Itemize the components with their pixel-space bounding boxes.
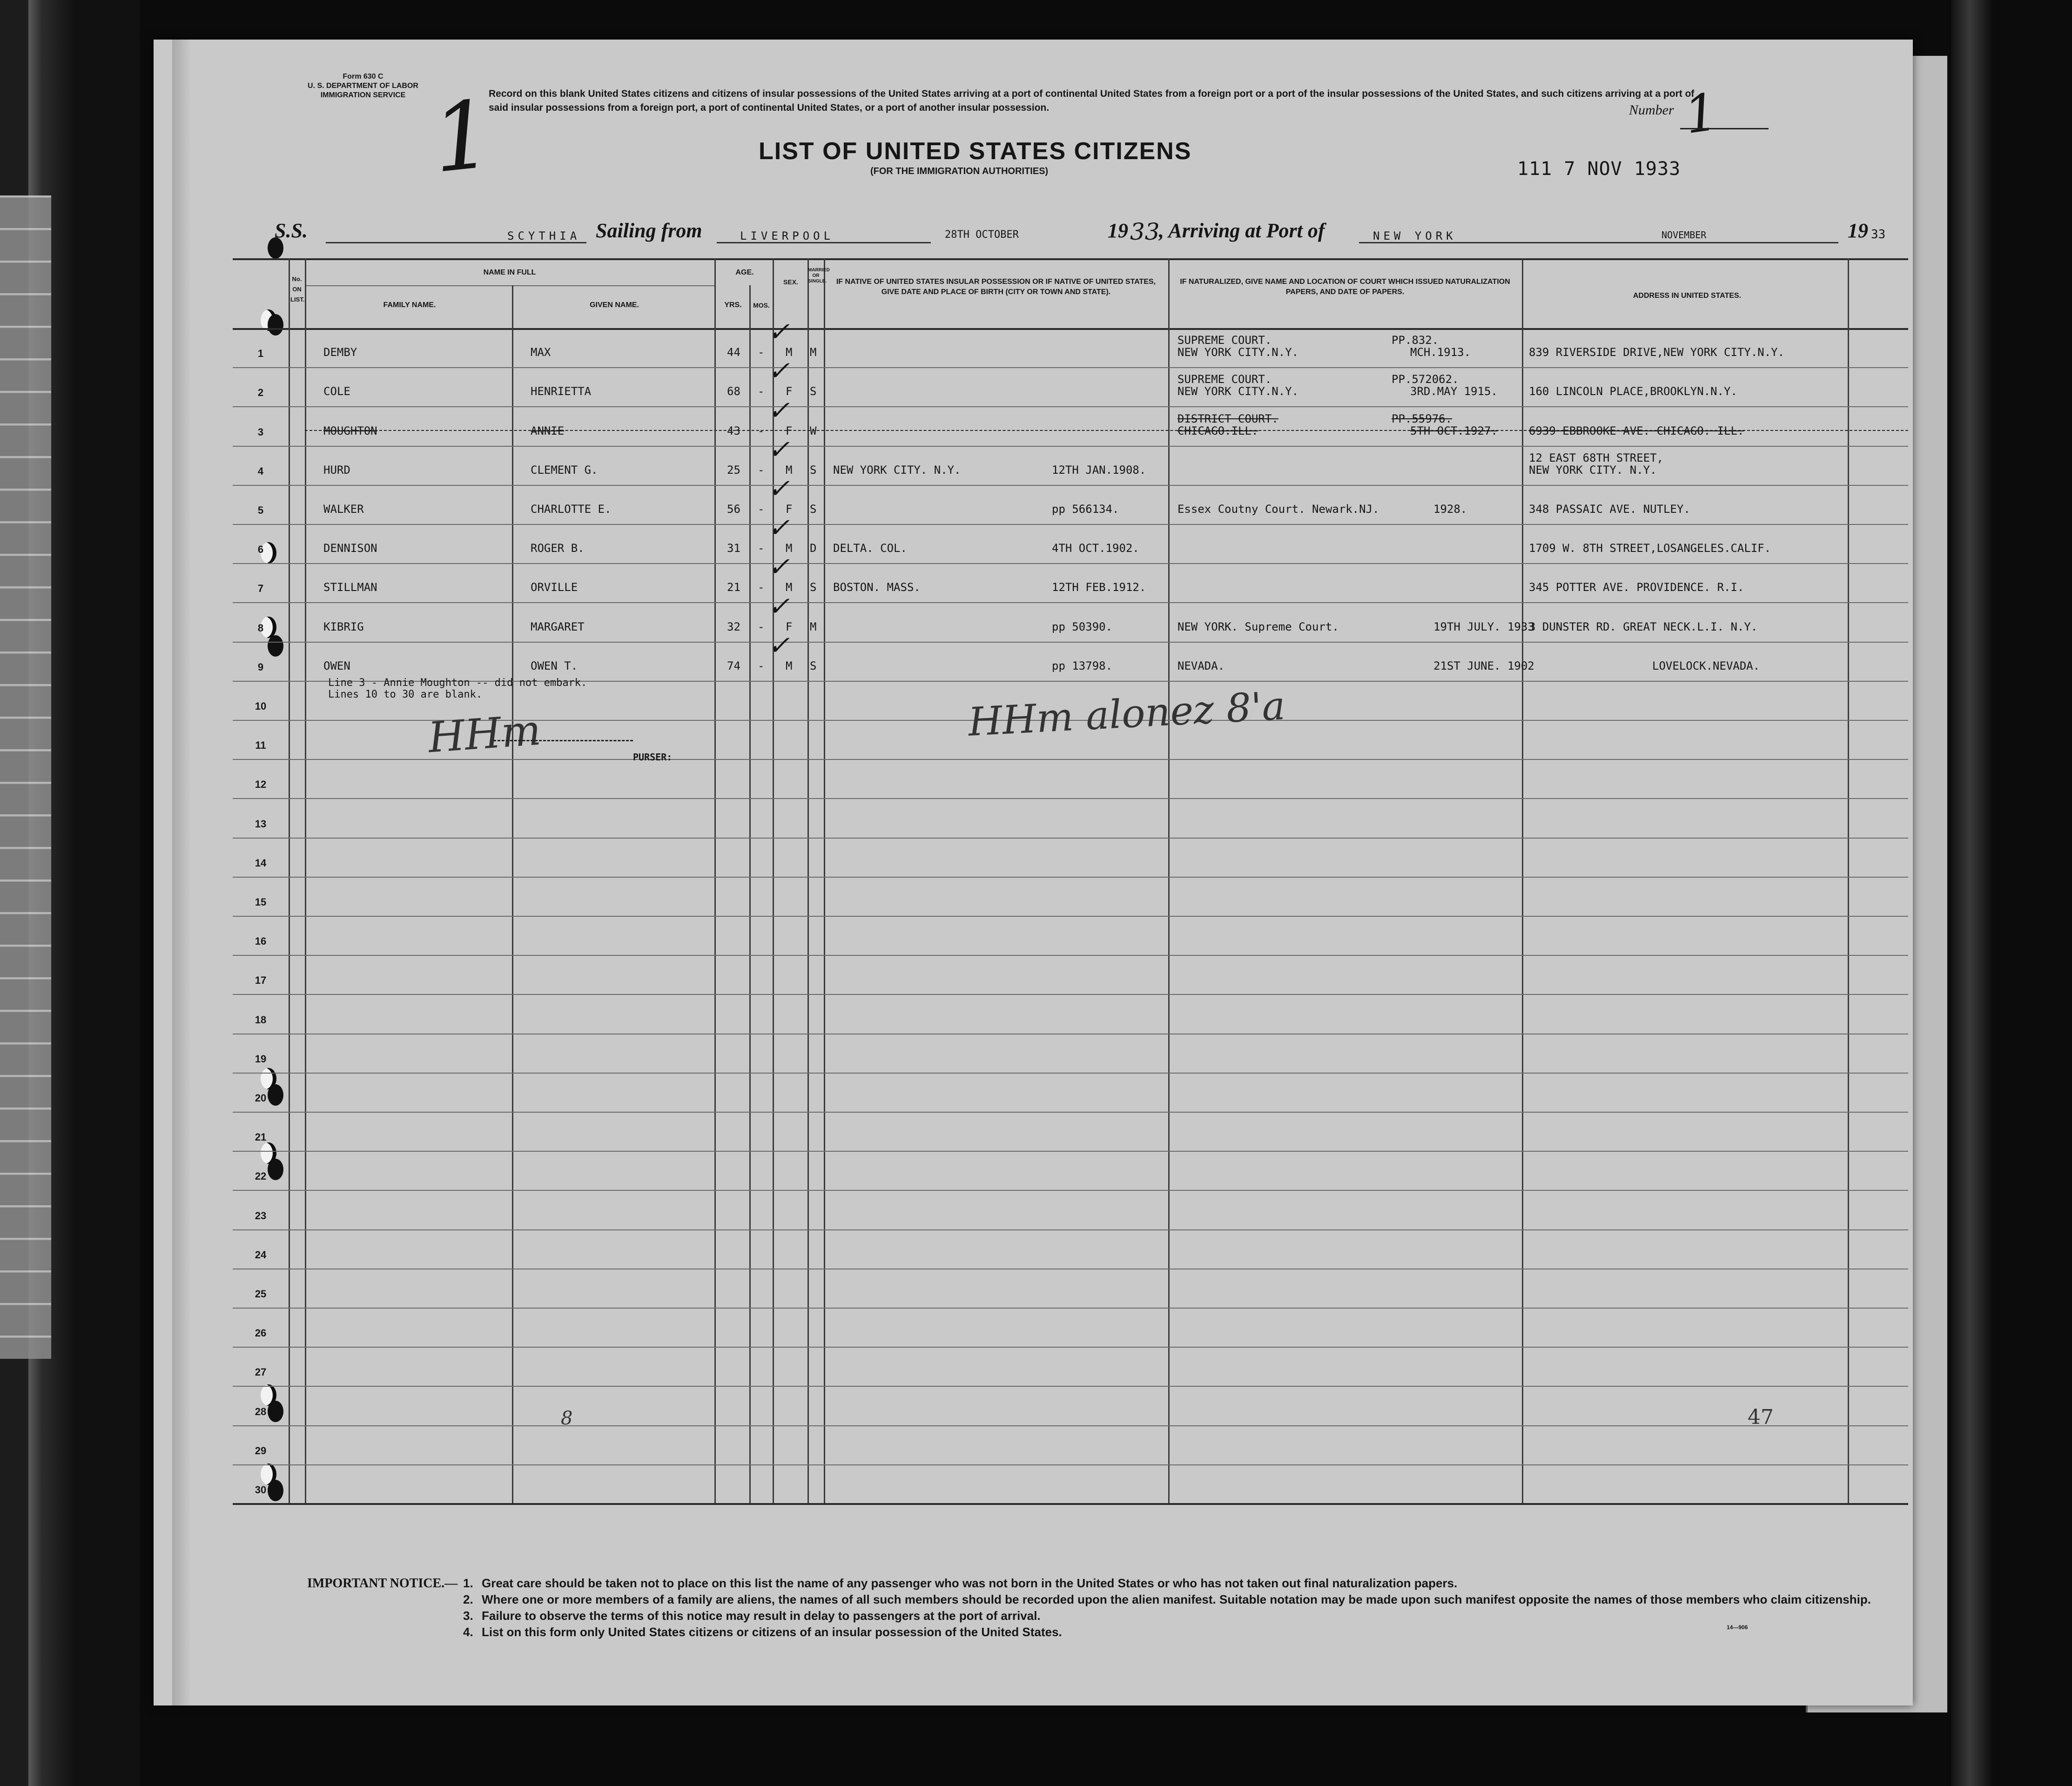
tick-mark: ✓: [768, 591, 790, 622]
sailing-port: LIVERPOOL: [740, 229, 834, 242]
row-rule: [233, 759, 1908, 760]
row-rule: [233, 602, 1908, 603]
row-rule: [233, 1425, 1908, 1426]
year-suffix-hand: 33: [1130, 218, 1160, 245]
row-number: 7: [257, 583, 264, 594]
row-number: 27: [255, 1366, 267, 1378]
row-number: 18: [255, 1014, 267, 1026]
us-address: 160 LINCOLN PLACE,BROOKLYN.N.Y.: [1529, 385, 1737, 398]
underlying-ledger-edge: [0, 195, 51, 1359]
sex: M: [786, 581, 793, 594]
age-years: 56: [727, 503, 740, 516]
notice-item-text: Great care should be taken not to place on this list the name of any passenger who was not born in the United States or who has not taken out final naturalization papers.: [482, 1576, 1458, 1590]
voyage-line: [275, 217, 1904, 245]
family-name: HURD: [323, 463, 350, 477]
col-rule: [807, 258, 809, 1503]
us-address: 839 RIVERSIDE DRIVE,NEW YORK CITY.N.Y.: [1529, 346, 1785, 359]
document-title: LIST OF UNITED STATES CITIZENS: [759, 138, 1192, 165]
notice-item-text: List on this form only United States citizens or citizens of an insular possession of the United States.: [482, 1625, 1062, 1639]
row-rule: [233, 1308, 1908, 1309]
row-number: 23: [255, 1210, 267, 1222]
age-years: 31: [727, 542, 740, 555]
row-rule: [233, 367, 1908, 368]
court-paper-ref: 19TH JULY. 1933: [1433, 620, 1534, 633]
row-number: 22: [255, 1170, 267, 1182]
given-name: CLEMENT G.: [531, 463, 598, 477]
court-location: CHICAGO.ILL.: [1177, 424, 1258, 437]
court-paper-ref: PP.55976.: [1392, 412, 1453, 425]
court-date: 3RD.MAY 1915.: [1410, 385, 1498, 398]
sex: F: [786, 620, 793, 633]
family-name: KIBRIG: [323, 620, 364, 633]
row-rule: [233, 446, 1908, 447]
row-number: 5: [257, 504, 264, 516]
age-months: -: [758, 424, 765, 437]
row-number: 8: [257, 622, 264, 634]
passenger-table: [233, 258, 1908, 1515]
row-rule: [233, 1229, 1908, 1230]
row-rule: [233, 563, 1908, 564]
row-rule: [233, 1151, 1908, 1152]
row-number: 30: [255, 1484, 267, 1496]
row-number: 16: [255, 935, 267, 947]
court-name: NEVADA.: [1177, 659, 1225, 672]
birth-date: pp 50390.: [1052, 620, 1113, 633]
row-number: 13: [255, 818, 267, 830]
notice-items: [463, 1575, 1929, 1640]
us-address: 12 EAST 68TH STREET,: [1529, 451, 1663, 464]
form-print-code: 14—906: [1727, 1624, 1748, 1631]
birth-date: 4TH OCT.1902.: [1052, 542, 1139, 555]
header-mos: MOS.: [753, 302, 770, 309]
header-family-name: FAMILY NAME.: [383, 301, 436, 309]
row-rule: [233, 642, 1908, 643]
row-number: 9: [257, 661, 264, 673]
header-given-name: GIVEN NAME.: [590, 301, 639, 309]
age-months: -: [758, 385, 765, 398]
department-name: U. S. DEPARTMENT OF LABOR: [308, 82, 418, 90]
ss-label: S.S.: [275, 219, 308, 242]
us-address: 6939 EBBROOKE AVE. CHICAGO. ILL.: [1529, 424, 1744, 437]
age-years: 68: [727, 385, 740, 398]
given-name: MARGARET: [531, 620, 585, 633]
row-rule: [233, 406, 1908, 407]
age-months: -: [758, 620, 765, 633]
family-name: STILLMAN: [323, 581, 377, 594]
row-rule: [233, 838, 1908, 839]
age-years: 32: [727, 620, 740, 633]
header-native-birth: IF NATIVE OF UNITED STATES INSULAR POSSESSION OR IF NATIVE OF UNITED STATES, GIVE DATE AND PLACE OF BIRTH (CITY OR TOWN AND STATE).: [836, 278, 1156, 296]
ship-name: SCYTHIA: [507, 229, 581, 242]
marital-status: W: [810, 424, 817, 437]
row-rule: [233, 1386, 1908, 1387]
family-name: DEMBY: [323, 346, 357, 359]
age-years: 44: [727, 346, 740, 359]
form-identifier: [293, 72, 433, 100]
header-sex: SEX.: [783, 278, 798, 286]
family-name: WALKER: [323, 503, 364, 516]
manifest-page: [154, 40, 1913, 1705]
handwritten-signature: HHm: [426, 705, 543, 763]
col-rule: [512, 285, 513, 1503]
us-address: LOVELOCK.NEVADA.: [1652, 659, 1760, 672]
court-name: SUPREME COURT.: [1177, 373, 1272, 386]
col-rule: [824, 258, 825, 1503]
marital-status: S: [810, 503, 817, 516]
court-paper-ref: PP.572062.: [1392, 373, 1459, 386]
note-line3: Line 3 - Annie Moughton -- did not embark.: [328, 677, 587, 689]
court-paper-ref: 1928.: [1433, 503, 1467, 516]
col-rule: [289, 258, 290, 1503]
table-top-rule: [233, 258, 1908, 260]
marital-status: S: [810, 385, 817, 398]
arrival-month: NOVEMBER: [1662, 229, 1707, 241]
row-number: 11: [255, 739, 266, 751]
row-number: 19: [255, 1053, 267, 1065]
header-bottom-rule: [233, 328, 1908, 330]
row-rule: [233, 485, 1908, 486]
notice-item-number: 3.: [463, 1609, 473, 1623]
year-prefix: 19: [1108, 219, 1128, 242]
header-no: No. ON LIST.: [290, 275, 305, 303]
marital-status: M: [810, 620, 817, 633]
birth-date: pp 13798.: [1052, 659, 1113, 672]
marital-status: S: [810, 463, 817, 477]
row-rule: [233, 1347, 1908, 1348]
age-months: -: [758, 346, 765, 359]
family-name: MOUGHTON: [323, 424, 377, 437]
row-rule: [233, 1112, 1908, 1113]
list-number: 1: [1681, 81, 1722, 146]
header-age: AGE.: [735, 269, 754, 276]
number-underline: [1680, 128, 1769, 129]
col-rule: [1168, 258, 1170, 1503]
sex: F: [786, 385, 793, 398]
us-address-line2: NEW YORK CITY. N.Y.: [1529, 463, 1657, 477]
birth-place: BOSTON. MASS.: [833, 581, 921, 594]
us-address: 3 DUNSTER RD. GREAT NECK.L.I. N.Y.: [1529, 620, 1758, 633]
header-married-single: MARRIED OR SINGLE.: [808, 268, 830, 284]
sailing-label: Sailing from: [596, 219, 702, 242]
court-name: SUPREME COURT.: [1177, 334, 1272, 347]
given-name: ORVILLE: [531, 581, 578, 594]
form-number: Form 630 C: [343, 73, 383, 81]
given-name: ROGER B.: [531, 542, 585, 555]
header-yrs: YRS.: [724, 301, 742, 309]
court-paper-ref: PP.832.: [1392, 334, 1439, 347]
sex: F: [786, 424, 793, 437]
court-name: DISTRICT COURT.: [1177, 412, 1278, 425]
col-rule: [1522, 258, 1523, 1503]
header-name-in-full: NAME IN FULL: [483, 269, 536, 276]
row-number: 25: [255, 1288, 267, 1300]
row-number: 2: [257, 387, 264, 398]
row-rule: [233, 1073, 1908, 1074]
handwritten-page-mark: 1: [427, 80, 498, 195]
header-subrule: [305, 285, 714, 286]
row-number: 20: [255, 1092, 267, 1104]
age-years: 74: [727, 659, 740, 672]
notice-label: IMPORTANT NOTICE.—: [307, 1576, 458, 1591]
notice-item-number: 4.: [463, 1625, 473, 1639]
page-count-mark: 47: [1748, 1405, 1774, 1429]
birth-date: 12TH FEB.1912.: [1052, 581, 1146, 594]
tick-mark: ✓: [768, 513, 790, 543]
notice-item: [463, 1591, 1929, 1608]
birth-date: 12TH JAN.1908.: [1052, 463, 1146, 477]
note-blank-lines: Lines 10 to 30 are blank.: [328, 689, 483, 700]
sex: M: [786, 659, 793, 672]
row-number: 24: [255, 1249, 267, 1261]
tick-mark: ✓: [768, 552, 790, 582]
age-years: 21: [727, 581, 740, 594]
handwritten-remark: HHm alonez 8'a: [967, 683, 1286, 745]
marital-status: S: [810, 659, 817, 672]
row-rule: [233, 994, 1908, 995]
tick-mark: ✓: [768, 435, 790, 465]
row-rule: [233, 916, 1908, 917]
court-location: NEW YORK CITY.N.Y.: [1177, 346, 1299, 359]
sex: M: [786, 346, 793, 359]
notice-item-text: Failure to observe the terms of this notice may result in delay to passengers at the port of arrival.: [482, 1609, 1041, 1623]
film-right-border: [1951, 0, 2072, 1786]
purser-label: PURSER:: [633, 752, 673, 763]
col-rule: [714, 258, 716, 1503]
notice-item: [463, 1608, 1929, 1624]
row-rule: [233, 524, 1908, 525]
family-name: COLE: [323, 385, 350, 398]
age-months: -: [758, 503, 765, 516]
row-rule: [233, 877, 1908, 878]
sex: M: [786, 542, 793, 555]
notice-item: [463, 1575, 1929, 1591]
age-months: -: [758, 581, 765, 594]
header-address: ADDRESS IN UNITED STATES.: [1633, 292, 1742, 300]
age-months: -: [758, 659, 765, 672]
sex: M: [786, 463, 793, 477]
row-number: 10: [255, 700, 267, 712]
court-name: Essex Coutny Court. Newark.NJ.: [1177, 503, 1379, 516]
court-paper-ref: 21ST JUNE. 1902: [1433, 659, 1534, 672]
handwritten-eight: 8: [561, 1408, 573, 1429]
given-name: HENRIETTA: [531, 385, 592, 398]
given-name: CHARLOTTE E.: [531, 503, 612, 516]
row-number: 26: [255, 1327, 267, 1339]
page-edge-shadow: [172, 40, 191, 1705]
court-location: NEW YORK CITY.N.Y.: [1177, 385, 1299, 398]
family-name: OWEN: [323, 659, 350, 672]
row-number: 3: [257, 426, 264, 438]
age-years: 25: [727, 463, 740, 477]
notice-item-text: Where one or more members of a family are aliens, the names of all such members should be recorded upon the alien manifest. Suitable notation may be made upon such manifest opposite the names of those members who claim citizenship.: [482, 1592, 1871, 1606]
row-number: 15: [255, 896, 267, 908]
court-name: NEW YORK. Supreme Court.: [1177, 620, 1339, 633]
row-number: 14: [255, 857, 267, 869]
header-naturalized: IF NATURALIZED, GIVE NAME AND LOCATION OF COURT WHICH ISSUED NATURALIZATION PAPERS, AND DATE OF PAPERS.: [1180, 278, 1510, 296]
marital-status: S: [810, 581, 817, 594]
birth-place: DELTA. COL.: [833, 542, 907, 555]
arrival-year-suffix: 33: [1871, 228, 1886, 242]
us-address: 1709 W. 8TH STREET,LOSANGELES.CALIF.: [1529, 542, 1771, 555]
row-number: 29: [255, 1445, 267, 1457]
table-bottom-rule: [233, 1503, 1908, 1505]
tick-mark: ✓: [768, 396, 790, 426]
row-number: 1: [257, 348, 264, 359]
col-rule: [1848, 258, 1849, 1503]
row-number: 21: [255, 1131, 267, 1143]
given-name: MAX: [531, 346, 551, 359]
signature-trail: [493, 740, 633, 741]
tick-mark: ✓: [768, 631, 790, 661]
col-rule: [749, 285, 751, 1503]
row-rule: [233, 955, 1908, 956]
row-rule: [233, 1464, 1908, 1465]
form-instructions: Record on this blank United States citizens and citizens of insular possessions of the United States arriving at a port of continental United States from a foreign port or a port of the insular possessions of the United States, and such citizens arriving at a port of said insular possessions from a foreign port, a port of continental United States, or a port of another insular possession.: [489, 88, 1695, 113]
marital-status: D: [810, 542, 817, 555]
arrival-year-prefix: 19: [1848, 219, 1868, 242]
birth-date: pp 566134.: [1052, 503, 1119, 516]
row-number: 17: [255, 974, 267, 986]
row-rule: [233, 798, 1908, 799]
birth-place: NEW YORK CITY. N.Y.: [833, 463, 961, 477]
us-address: 348 PASSAIC AVE. NUTLEY.: [1529, 503, 1690, 516]
age-years: 43: [727, 424, 740, 437]
row-number: 4: [257, 465, 264, 477]
age-months: -: [758, 463, 765, 477]
given-name: OWEN T.: [531, 659, 578, 672]
tick-mark: ✓: [768, 356, 790, 386]
us-address: 345 POTTER AVE. PROVIDENCE. R.I.: [1529, 581, 1744, 594]
notice-item-number: 1.: [463, 1576, 473, 1590]
cancel-line: [305, 430, 1908, 431]
notice-item: [463, 1624, 1929, 1640]
date-stamp: 111 7 NOV 1933: [1517, 158, 1681, 180]
row-number: 6: [257, 544, 264, 555]
document-subtitle: (FOR THE IMMIGRATION AUTHORITIES): [870, 166, 1049, 176]
sailing-date: 28TH OCTOBER: [945, 229, 1019, 241]
number-label: Number: [1629, 102, 1674, 118]
col-rule: [305, 258, 306, 1503]
marital-status: M: [810, 346, 817, 359]
tick-mark: ✓: [768, 474, 790, 504]
family-name: DENNISON: [323, 542, 377, 555]
court-date: 5TH OCT.1927.: [1410, 424, 1498, 437]
service-name: IMMIGRATION SERVICE: [320, 91, 406, 99]
tick-mark: ✓: [768, 317, 790, 347]
row-rule: [233, 1190, 1908, 1191]
sex: F: [786, 503, 793, 516]
given-name: ANNIE: [531, 424, 565, 437]
row-number: 12: [255, 779, 267, 790]
court-date: MCH.1913.: [1410, 346, 1471, 359]
notice-item-number: 2.: [463, 1592, 473, 1606]
arriving-label: , Arriving at Port of: [1159, 219, 1325, 242]
arrival-port: NEW YORK: [1373, 229, 1457, 242]
row-number: 28: [255, 1406, 267, 1417]
age-months: -: [758, 542, 765, 555]
